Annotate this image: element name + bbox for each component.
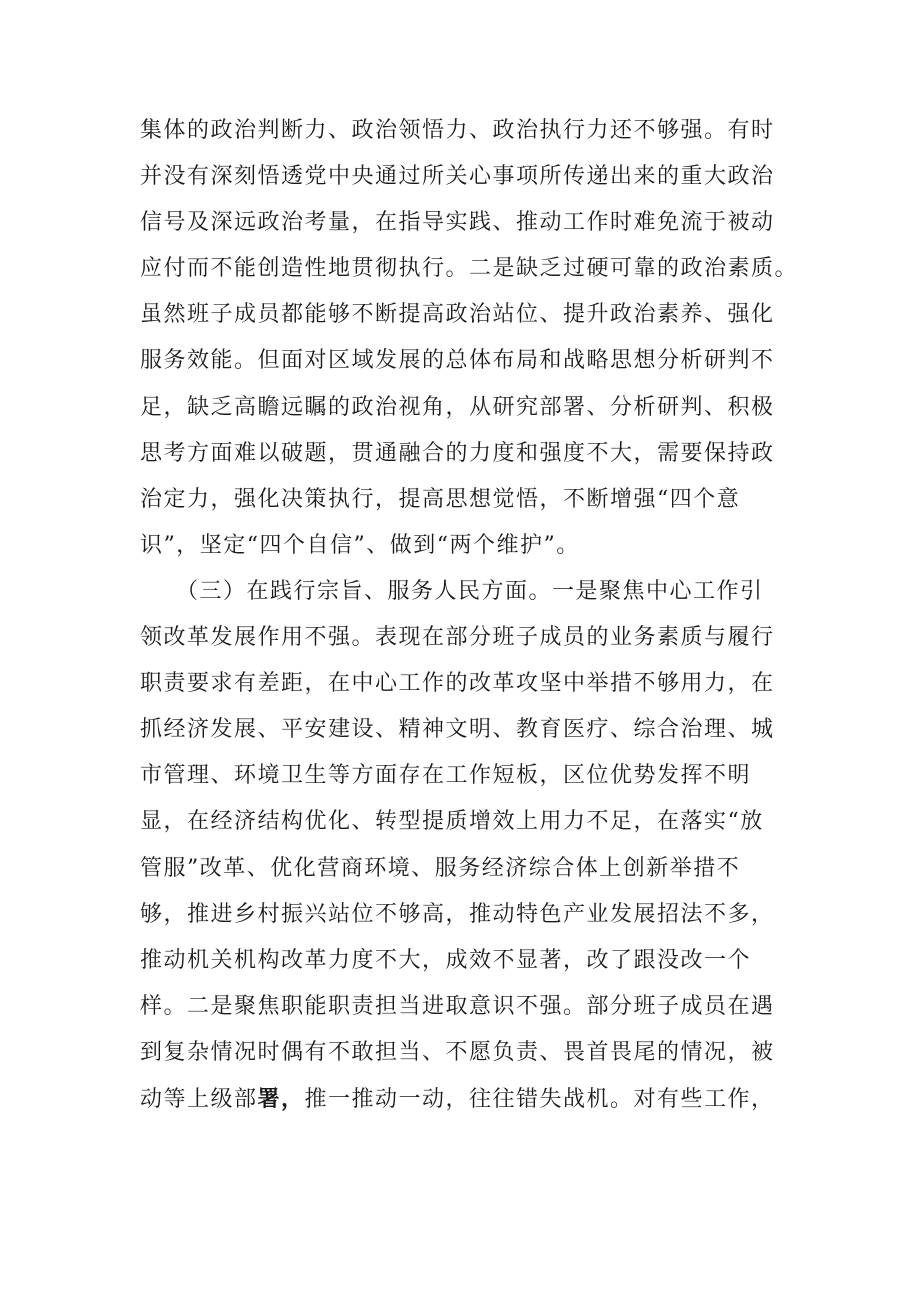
text-line: 思考方面难以破题，贯通融合的力度和强度不大，需要保持政: [140, 440, 775, 466]
text-segment: 动等上级部: [140, 1086, 258, 1112]
text-line: 信号及深远政治考量，在指导实践、推动工作时难免流于被动: [140, 210, 775, 236]
bold-text-segment: 署，: [257, 1085, 305, 1112]
text-line: 市管理、环境卫生等方面存在工作短板，区位优势发挥不明: [140, 763, 752, 789]
text-line: 推动机关机构改革力度不大，成效不显著，改了跟没改一个: [140, 947, 752, 973]
text-line: 服务效能。但面对区域发展的总体布局和战略思想分析研判不: [140, 348, 775, 374]
text-line: 显，在经济结构优化、转型提质增效上用力不足，在落实“放: [140, 809, 764, 835]
text-line: 足，缺乏高瞻远瞩的政治视角，从研究部署、分析研判、积极: [140, 394, 775, 420]
text-line: 样。二是聚焦职能职责担当进取意识不强。部分班子成员在遇: [140, 993, 775, 1019]
text-line-last: [140, 1076, 800, 1122]
text-line: 够，推进乡村振兴站位不够高，推动特色产业发展招法不多，: [140, 901, 775, 927]
text-line: 抓经济发展、平安建设、精神文明、教育医疗、综合治理、城: [140, 717, 775, 743]
text-line: 治定力，强化决策执行，提高思想觉悟，不断增强“四个意: [140, 486, 741, 512]
text-segment: 推一推动一动，往往错失战机。对有些工作，: [304, 1086, 775, 1112]
text-line: 虽然班子成员都能够不断提高政治站位、提升政治素养、强化: [140, 302, 775, 328]
text-line: 领改革发展作用不强。表现在部分班子成员的业务素质与履行: [140, 625, 775, 651]
body-text: [140, 108, 800, 1122]
text-line: 管服”改革、优化营商环境、服务经济综合体上创新举措不: [140, 855, 741, 881]
text-line: 职责要求有差距，在中心工作的改革攻坚中举措不够用力，在: [140, 671, 775, 697]
text-line: 集体的政治判断力、政治领悟力、政治执行力还不够强。有时: [140, 118, 775, 143]
text-line: 并没有深刻悟透党中央通过所关心事项所传递出来的重大政治: [140, 164, 775, 190]
section-heading-line: （三）在践行宗旨、服务人民方面。一是聚焦中心工作引: [176, 578, 764, 604]
text-line: 应付而不能创造性地贯彻执行。二是缺乏过硬可靠的政治素质。: [140, 256, 799, 282]
text-line: 到复杂情况时偶有不敢担当、不愿负责、畏首畏尾的情况，被: [140, 1039, 775, 1065]
text-line: 识”，坚定“四个自信”、做到“两个维护”。: [140, 532, 580, 558]
